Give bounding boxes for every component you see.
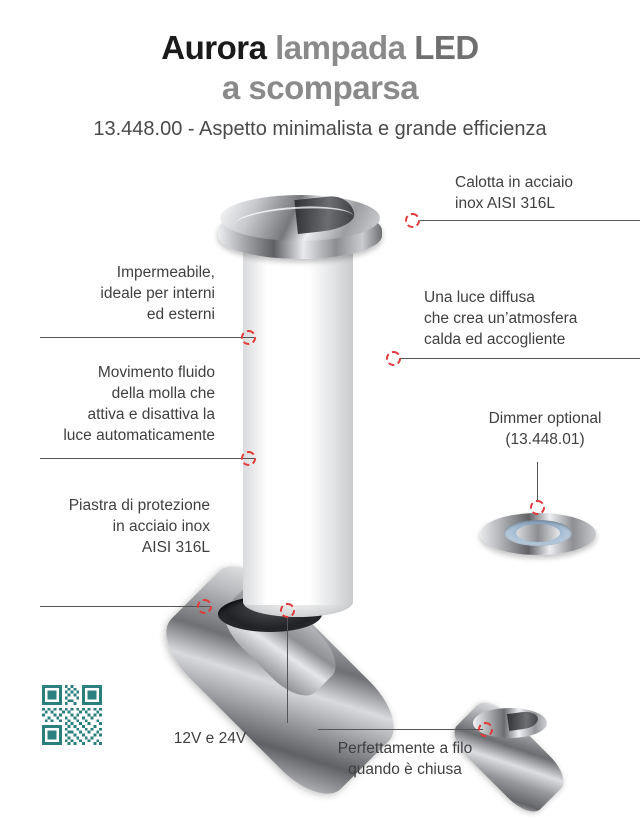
callout-diffuse-marker — [386, 351, 401, 366]
callout-flush-leader — [318, 729, 483, 730]
callout-spring-leader — [40, 458, 255, 459]
callout-voltage-marker — [280, 603, 295, 618]
callout-flush-text: Perfettamente a filo quando è chiusa — [337, 740, 473, 778]
dimmer-core — [516, 524, 560, 542]
callout-diffuse-leader — [400, 358, 640, 359]
callout-dimmer-text: Dimmer optional (13.448.01) — [488, 410, 602, 448]
callout-flush-marker — [478, 722, 493, 737]
title-brand: Aurora — [161, 29, 267, 66]
callout-dimmer-leader — [537, 462, 538, 502]
callout-voltage-text: 12V e 24V — [173, 730, 247, 747]
callout-spring-text: Movimento fluido della molla che attiva e disattiva la luce automaticamente — [63, 364, 215, 444]
title-line-1 — [0, 28, 640, 68]
callout-spring-marker — [241, 451, 256, 466]
callout-dimmer-marker — [530, 500, 545, 515]
callout-cap-marker — [405, 213, 420, 228]
callout-water-leader — [40, 337, 255, 338]
callout-water-text: Impermeabile, ideale per interni ed esterni — [100, 264, 215, 323]
title-line-2: a scomparsa — [221, 69, 419, 106]
callout-voltage-leader — [287, 618, 288, 723]
title-middle: lampada — [266, 29, 415, 66]
callout-plate-text: Piastra di protezione in acciaio inox AISI 316L — [68, 497, 210, 556]
callout-diffuse-text: Una luce diffusa che crea un’atmosfera calda ed accogliente — [424, 289, 578, 348]
lamp-body — [243, 245, 353, 605]
page-subtitle: 13.448.00 - Aspetto minimalista e grande efficienza — [93, 118, 547, 140]
callout-cap-text: Calotta in acciaio inox AISI 316L — [455, 174, 574, 212]
callout-cap-leader — [420, 220, 640, 221]
callout-plate-leader — [40, 606, 210, 607]
callout-plate-marker — [197, 599, 212, 614]
page-title — [0, 28, 640, 108]
title-led: LED — [414, 29, 479, 66]
qr-code[interactable] — [42, 685, 102, 745]
callout-water-marker — [241, 330, 256, 345]
lamp-cap — [218, 195, 382, 265]
